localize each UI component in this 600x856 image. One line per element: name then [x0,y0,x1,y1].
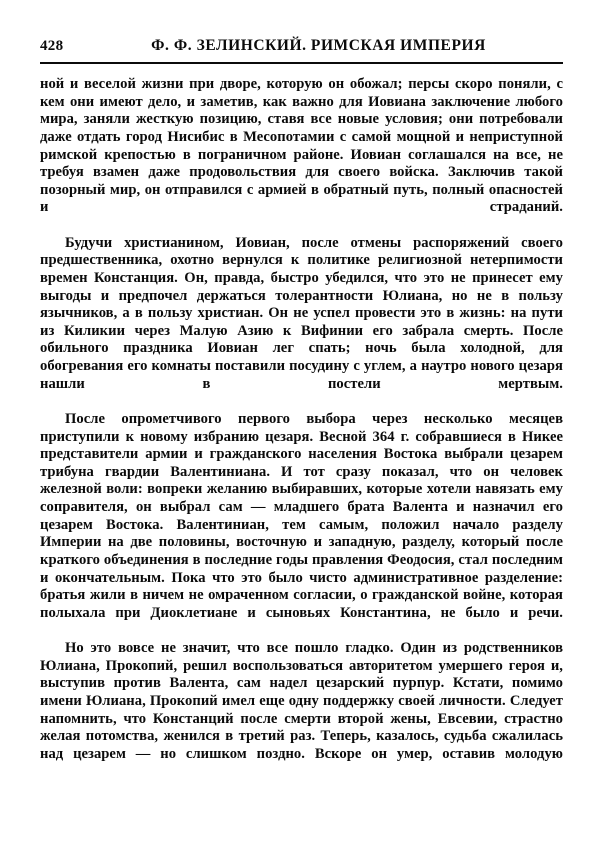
page-number: 428 [40,38,64,54]
running-title: Ф. Ф. ЗЕЛИНСКИЙ. РИМСКАЯ ИМПЕРИЯ [151,37,486,54]
paragraph: Будучи христианином, Иовиан, после отмены распоряжений своего предшественника, охотно вернулся к политике религиозной нетерпимости времен Констанция. Он, правда, быстро убедился, что это не принесет ему выгоды и предпочел держаться толерантности Юлиана, но не в пользу язычников, а в пользу христиан. Он не успел провести это в жизнь: на пути из Киликии через Малую Азию к Вифинии его забрала смерть. После обильного праздника Иовиан лег спать; ночь была холодной, для обогревания его комнаты поставили посудину с углем, а наутро нового цезаря нашли в постели мертвым. [40,234,563,392]
paragraph: После опрометчивого первого выбора через несколько месяцев приступили к новому избранию цезаря. Весной 364 г. собравшиеся в Никее представители армии и гражданского населения Востока выбрали цезарем трибуна гвардии Валентиниана. И тот сразу показал, что он человек железной воли: вопреки желанию выбиравших, которые хотели навязать ему соправителя, он выбрал сам — младшего брата Валента и назначил его цезарем Востока. Валентиниан, тем самым, положил начало разделу Империи на две половины, восточную и западную, разделу, который после краткого объединения в последние годы правления Феодосия, стал последним и окончательным. Пока что это было чисто административное разделение: братья жили в ничем не омраченном согласии, о гражданской войне, которая полыхала при Диоклетиане и сыновьях Константина, не было и речи. [40,410,564,621]
header-rule [40,62,563,64]
paragraph: Но это вовсе не значит, что все пошло гладко. Один из родственников Юлиана, Прокопий, решил воспользоваться авторитетом умершего героя и, выступив против Валента, сам надел цезарский пурпур. Кстати, помимо имени Юлиана, Прокопий имел еще одну поддержку своей личности. Следует напомнить, что Констанций после смерти второй жены, Евсевии, страстно желая потомства, женился в третий раз. Теперь, казалось, судьба сжалилась над цезарем — но слишком поздно. Вскоре он умер, оставив молодую [40,640,563,762]
body-text [40,76,563,781]
running-header [40,36,563,58]
paragraph: ной и веселой жизни при дворе, которую он обожал; персы скоро поняли, с кем они имеют дело, и заметив, как важно для Иовиана заключение любого мира, заняли жесткую позицию, ставя все новые условия; они потребовали даже отдать город Нисибис в Месопотамии с самой мощной и неприступной римской крепостью в пограничном районе. Иовиан соглашался на все, не требуя взамен даже продовольствия для своего войска. Заключив такой позорный мир, он отправился с армией в обратный путь, полный опасностей и страданий. [40,76,563,216]
